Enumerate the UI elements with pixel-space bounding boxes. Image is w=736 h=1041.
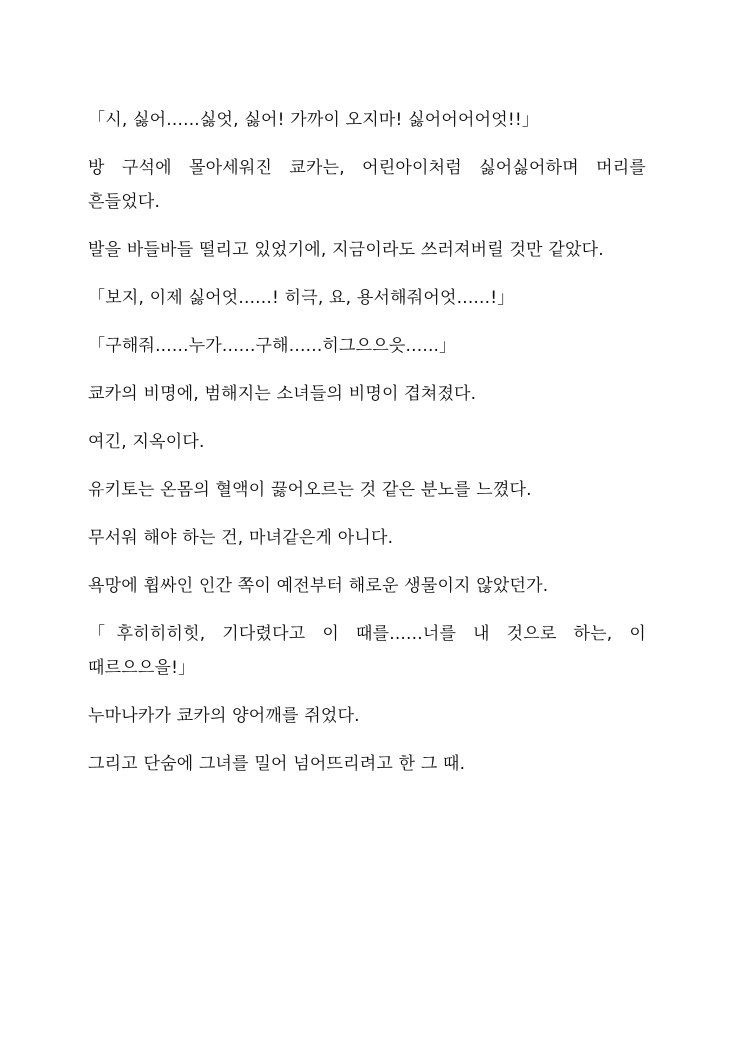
paragraph: 「후히히히힛, 기다렸다고 이 때를......너를 내 것으로 하는, 이 때르으으을!」 <box>88 624 646 678</box>
paragraph: 무서워 해야 하는 건, 마녀같은게 아니다. <box>88 528 394 548</box>
paragraph: 누마나카가 쿄카의 양어깨를 쥐었다. <box>88 706 360 726</box>
paragraph: 「보지, 이제 싫어엇......! 히극, 요, 용서해줘어엇......!」 <box>88 288 515 308</box>
paragraph: 방 구석에 몰아세워진 쿄카는, 어린아이처럼 싫어싫어하며 머리를 흔들었다. <box>88 158 646 212</box>
text-body <box>88 103 646 795</box>
paragraph: 여긴, 지옥이다. <box>88 432 205 452</box>
paragraph: 「구해줘......누가......구해......히그으으읏......」 <box>88 336 457 356</box>
paragraph: 욕망에 휩싸인 인간 쪽이 예전부터 해로운 생물이지 않았던가. <box>88 576 549 596</box>
paragraph: 쿄카의 비명에, 범해지는 소녀들의 비명이 겹쳐졌다. <box>88 384 477 404</box>
paragraph: 발을 바들바들 떨리고 있었기에, 지금이라도 쓰러져버릴 것만 같았다. <box>88 240 604 260</box>
paragraph: 「시, 싫어......싫엇, 싫어! 가까이 오지마! 싫어어어어엇!!」 <box>88 110 540 130</box>
paragraph: 그리고 단숨에 그녀를 밀어 넘어뜨리려고 한 그 때. <box>88 754 466 774</box>
paragraph: 유키토는 온몸의 혈액이 끓어오르는 것 같은 분노를 느꼈다. <box>88 480 532 500</box>
